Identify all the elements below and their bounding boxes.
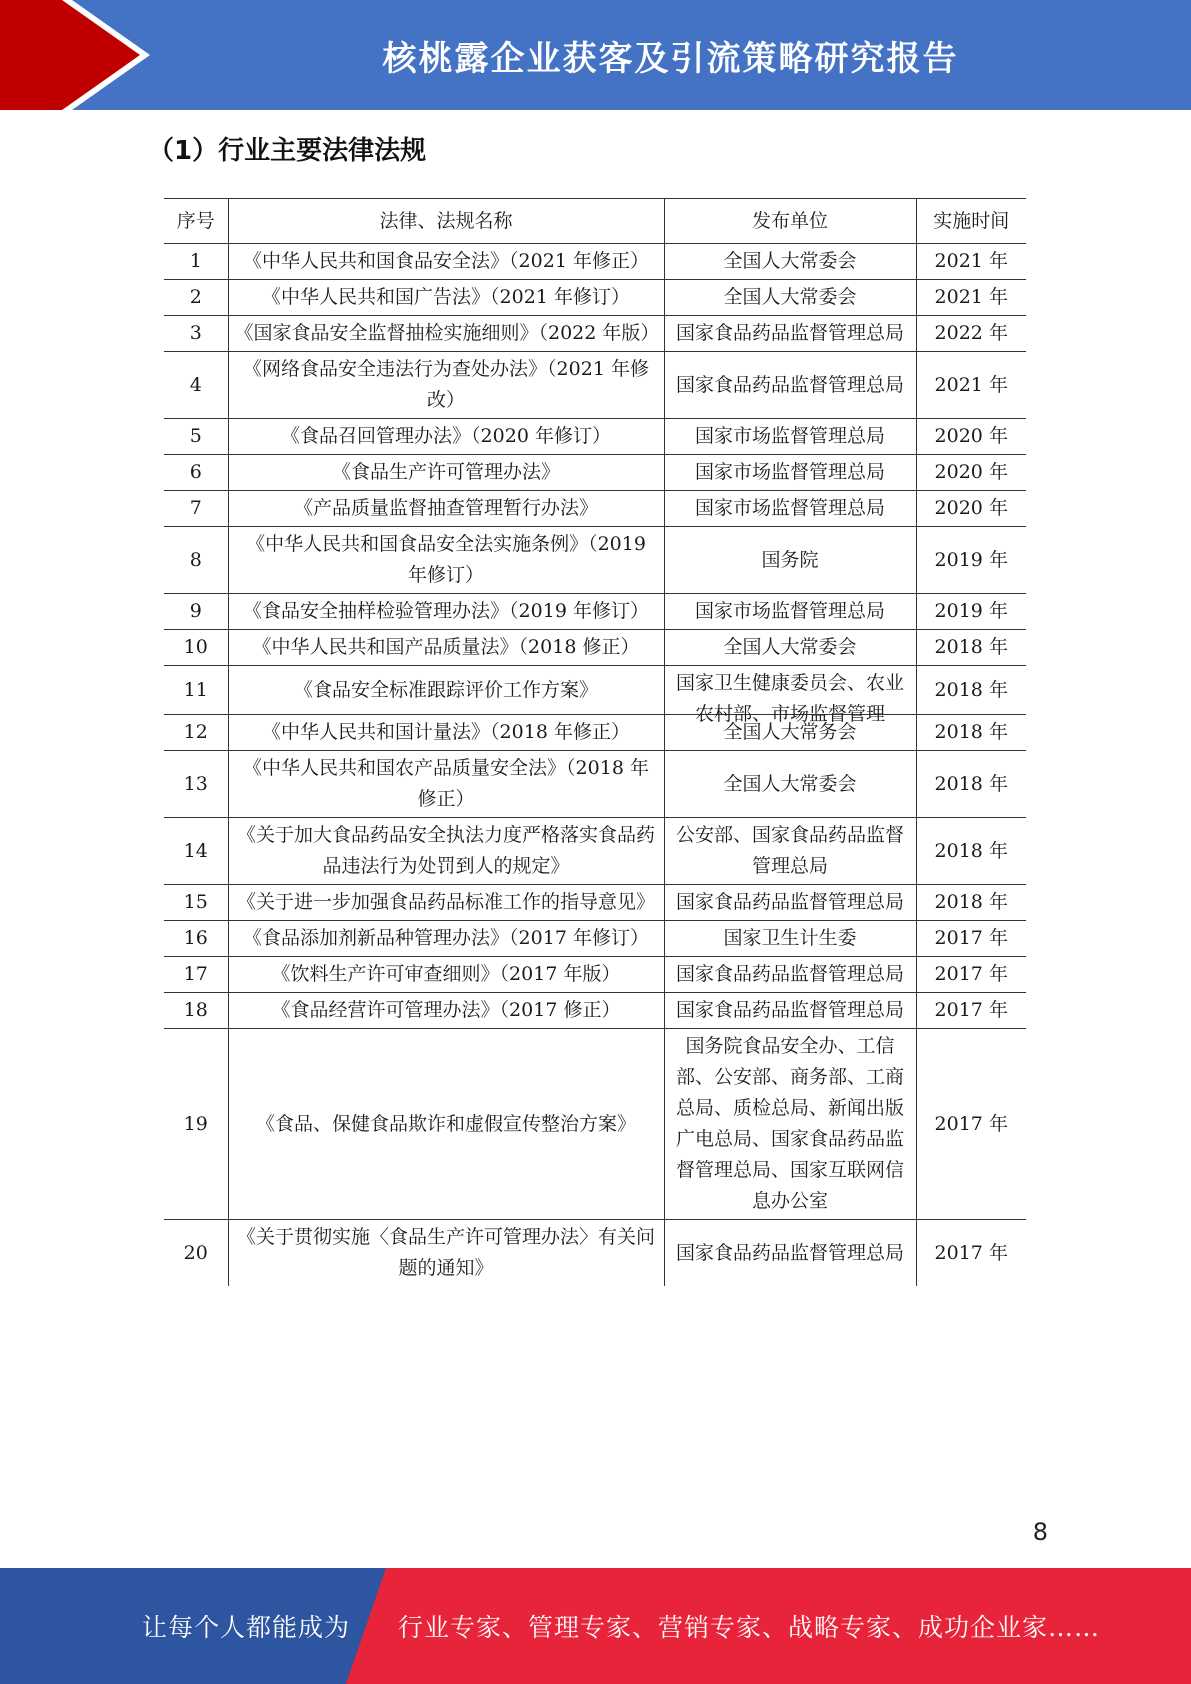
page-footer bbox=[0, 1568, 1191, 1684]
cell-date: 2020 年 bbox=[916, 455, 1026, 491]
cell-name: 《中华人民共和国广告法》（2021 年修订） bbox=[228, 280, 664, 316]
page-number: 8 bbox=[1032, 1518, 1048, 1546]
cell-date: 2020 年 bbox=[916, 419, 1026, 455]
cell-date: 2020 年 bbox=[916, 491, 1026, 527]
header-cell-date: 实施时间 bbox=[916, 199, 1026, 244]
cell-name: 《食品召回管理办法》（2020 年修订） bbox=[228, 419, 664, 455]
cell-publisher bbox=[664, 957, 916, 993]
cell-publisher: 国务院食品安全办、工信部、公安部、商务部、工商总局、质检总局、新闻出版广电总局、国家食品药品监督管理总局、国家互联网信息办公室 bbox=[664, 1029, 916, 1220]
cell-no: 9 bbox=[164, 594, 228, 630]
cell-publisher: 全国人大常务会 bbox=[664, 715, 916, 751]
cell-name: 《中华人民共和国食品安全法实施条例》（2019 年修订） bbox=[228, 527, 664, 594]
cell-publisher: 国家食品药品监督管理总局 bbox=[664, 1220, 916, 1287]
table-row bbox=[164, 491, 1026, 527]
table-row bbox=[164, 818, 1026, 885]
table-row bbox=[164, 455, 1026, 491]
table-row bbox=[164, 1029, 1026, 1220]
cell-date: 2017 年 bbox=[916, 921, 1026, 957]
cell-date: 2018 年 bbox=[916, 751, 1026, 818]
table-row bbox=[164, 715, 1026, 751]
table-row bbox=[164, 993, 1026, 1029]
cell-publisher bbox=[664, 993, 916, 1029]
cell-name: 《中华人民共和国产品质量法》（2018 修正） bbox=[228, 630, 664, 666]
section-heading: （1）行业主要法律法规 bbox=[148, 136, 427, 166]
table-row bbox=[164, 630, 1026, 666]
cell-name: 《网络食品安全违法行为查处办法》（2021 年修改） bbox=[228, 352, 664, 419]
cell-no: 15 bbox=[164, 885, 228, 921]
cell-publisher: 国家市场监督管理总局 bbox=[664, 455, 916, 491]
cell-publisher: 国家食品药品监督管理总局 bbox=[664, 316, 916, 352]
cell-publisher: 国家食品药品监督管理总局 bbox=[664, 352, 916, 419]
cell-name: 《中华人民共和国计量法》（2018 年修正） bbox=[228, 715, 664, 751]
cell-name: 《食品、保健食品欺诈和虚假宣传整治方案》 bbox=[228, 1029, 664, 1220]
cell-publisher: 全国人大常委会 bbox=[664, 280, 916, 316]
cell-name: 《中华人民共和国食品安全法》（2021 年修正） bbox=[228, 244, 664, 280]
cell-no: 4 bbox=[164, 352, 228, 419]
cell-publisher: 全国人大常委会 bbox=[664, 751, 916, 818]
cell-no: 10 bbox=[164, 630, 228, 666]
table-row bbox=[164, 666, 1026, 715]
cell-publisher bbox=[664, 666, 916, 725]
table-row bbox=[164, 352, 1026, 419]
cell-no: 19 bbox=[164, 1029, 228, 1220]
cell-publisher-text: 国家食品药品监督管理总局 bbox=[675, 999, 904, 1021]
cell-publisher: 国家市场监督管理总局 bbox=[664, 419, 916, 455]
cell-no: 6 bbox=[164, 455, 228, 491]
cell-date: 2018 年 bbox=[916, 885, 1026, 921]
cell-name: 《关于加大食品药品安全执法力度严格落实食品药品违法行为处罚到人的规定》 bbox=[228, 818, 664, 885]
report-title: 核桃露企业获客及引流策略研究报告 bbox=[382, 38, 959, 79]
cell-no: 17 bbox=[164, 957, 228, 993]
footer-slogan-right: 行业专家、管理专家、营销专家、战略专家、成功企业家…… bbox=[398, 1613, 1101, 1642]
cell-date: 2017 年 bbox=[916, 1220, 1026, 1287]
cell-date: 2019 年 bbox=[916, 527, 1026, 594]
header-red-chevron bbox=[0, 0, 140, 110]
cell-name: 《关于进一步加强食品药品标准工作的指导意见》 bbox=[228, 885, 664, 921]
page-header bbox=[0, 0, 1191, 110]
cell-date: 2021 年 bbox=[916, 352, 1026, 419]
cell-date: 2017 年 bbox=[916, 993, 1026, 1029]
cell-name: 《产品质量监督抽查管理暂行办法》 bbox=[228, 491, 664, 527]
cell-date: 2018 年 bbox=[916, 630, 1026, 666]
table-row bbox=[164, 280, 1026, 316]
cell-name: 《食品生产许可管理办法》 bbox=[228, 455, 664, 491]
cell-no: 8 bbox=[164, 527, 228, 594]
cell-no: 2 bbox=[164, 280, 228, 316]
table-row bbox=[164, 1220, 1026, 1287]
cell-name: 《食品添加剂新品种管理办法》（2017 年修订） bbox=[228, 921, 664, 957]
cell-name: 《饮料生产许可审查细则》（2017 年版） bbox=[228, 957, 664, 993]
cell-no: 1 bbox=[164, 244, 228, 280]
header-cell-no: 序号 bbox=[164, 199, 228, 244]
cell-name: 《中华人民共和国农产品质量安全法》（2018 年修正） bbox=[228, 751, 664, 818]
cell-date: 2017 年 bbox=[916, 1029, 1026, 1220]
table-row bbox=[164, 244, 1026, 280]
table-row bbox=[164, 957, 1026, 993]
table-row bbox=[164, 885, 1026, 921]
cell-no: 5 bbox=[164, 419, 228, 455]
cell-no: 12 bbox=[164, 715, 228, 751]
table-row bbox=[164, 921, 1026, 957]
cell-name: 《关于贯彻实施〈食品生产许可管理办法〉有关问题的通知》 bbox=[228, 1220, 664, 1287]
cell-no: 20 bbox=[164, 1220, 228, 1287]
cell-publisher: 国家卫生计生委 bbox=[664, 921, 916, 957]
cell-no: 11 bbox=[164, 666, 228, 715]
footer-slogan-left: 让每个人都能成为 bbox=[142, 1613, 351, 1642]
cell-publisher: 公安部、国家食品药品监督管理总局 bbox=[664, 818, 916, 885]
cell-publisher: 全国人大常委会 bbox=[664, 630, 916, 666]
cell-publisher: 国家市场监督管理总局 bbox=[664, 491, 916, 527]
table-row bbox=[164, 751, 1026, 818]
cell-date: 2018 年 bbox=[916, 715, 1026, 751]
cell-date: 2017 年 bbox=[916, 957, 1026, 993]
header-cell-publisher: 发布单位 bbox=[664, 199, 916, 244]
cell-publisher: 国务院 bbox=[664, 527, 916, 594]
cell-no: 7 bbox=[164, 491, 228, 527]
cell-publisher: 国家食品药品监督管理总局 bbox=[664, 885, 916, 921]
cell-publisher: 国家市场监督管理总局 bbox=[664, 594, 916, 630]
cell-name: 《食品安全抽样检验管理办法》（2019 年修订） bbox=[228, 594, 664, 630]
cell-name: 《食品安全标准跟踪评价工作方案》 bbox=[228, 666, 664, 715]
cell-no: 18 bbox=[164, 993, 228, 1029]
table-row bbox=[164, 594, 1026, 630]
cell-no: 16 bbox=[164, 921, 228, 957]
cell-date: 2018 年 bbox=[916, 818, 1026, 885]
table-row bbox=[164, 527, 1026, 594]
cell-no: 13 bbox=[164, 751, 228, 818]
cell-publisher: 全国人大常委会 bbox=[664, 244, 916, 280]
cell-name: 《国家食品安全监督抽检实施细则》（2022 年版） bbox=[228, 316, 664, 352]
cell-name: 《食品经营许可管理办法》（2017 修正） bbox=[228, 993, 664, 1029]
cell-date: 2018 年 bbox=[916, 666, 1026, 715]
cell-no: 14 bbox=[164, 818, 228, 885]
cell-date: 2022 年 bbox=[916, 316, 1026, 352]
table-row bbox=[164, 316, 1026, 352]
header-cell-name: 法律、法规名称 bbox=[228, 199, 664, 244]
laws-table bbox=[164, 198, 1026, 1286]
cell-publisher-text: 国家卫生健康委员会、农业农村部、市场监督管理 bbox=[675, 672, 904, 725]
cell-publisher-text: 国家食品药品监督管理总局 bbox=[675, 963, 904, 985]
table-header-row bbox=[164, 199, 1026, 244]
cell-date: 2021 年 bbox=[916, 244, 1026, 280]
table-row bbox=[164, 419, 1026, 455]
cell-date: 2021 年 bbox=[916, 280, 1026, 316]
cell-no: 3 bbox=[164, 316, 228, 352]
cell-date: 2019 年 bbox=[916, 594, 1026, 630]
